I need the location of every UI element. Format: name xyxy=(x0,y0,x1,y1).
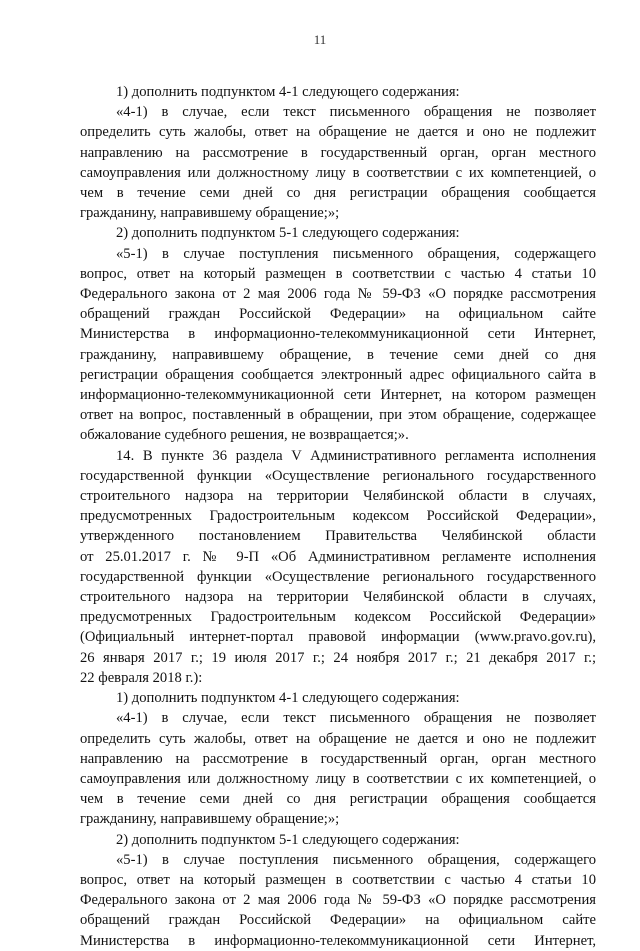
text-line: государственной функции «Осуществление регионального государственного xyxy=(80,568,596,585)
text-line: государственной функции «Осуществление регионального государственного xyxy=(80,467,596,484)
text-line: Министерства в информационно-телекоммуникационной сети Интернет, xyxy=(80,932,596,949)
text-line: самоуправления или должностному лицу в соответствии с их компетенцией, о xyxy=(80,164,596,181)
text-line: информационно-телекоммуникационной сети Интернет, на котором размещен xyxy=(80,387,596,404)
text-line: гражданину, направившему обращение;»; xyxy=(80,205,340,222)
text-line: 2) дополнить подпунктом 5-1 следующего содержания: xyxy=(116,831,460,848)
text-line: (Официальный интернет-портал правовой информации (www.pravo.gov.ru), xyxy=(80,629,596,646)
text-line: гражданину, направившему обращение;»; xyxy=(80,811,340,828)
text-line: Федерального закона от 2 мая 2006 года № 59-ФЗ «О порядке рассмотрения xyxy=(80,892,596,909)
text-line: «4-1) в случае, если текст письменного обращения не позволяет xyxy=(116,710,596,727)
text-line: 22 февраля 2018 г.): xyxy=(80,669,203,686)
text-line: утвержденного постановлением Правительства Челябинской области xyxy=(80,528,596,545)
text-line: «4-1) в случае, если текст письменного обращения не позволяет xyxy=(116,104,596,121)
text-line: 1) дополнить подпунктом 4-1 следующего содержания: xyxy=(116,84,460,100)
text-line: вопрос, ответ на который размещен в соответствии с частью 4 статьи 10 xyxy=(80,265,596,282)
text-line: Министерства в информационно-телекоммуникационной сети Интернет, xyxy=(80,326,596,343)
text-line: обращений граждан Российской Федерации» на официальном сайте xyxy=(80,912,596,929)
text-line: «5-1) в случае поступления письменного обращения, содержащего xyxy=(116,245,596,262)
text-line: предусмотренных Градостроительным кодексом Российской Федерации», xyxy=(80,508,596,525)
text-line: Федерального закона от 2 мая 2006 года № 59-ФЗ «О порядке рассмотрения xyxy=(80,286,596,303)
text-line: самоуправления или должностному лицу в соответствии с их компетенцией, о xyxy=(80,770,596,787)
text-line: 14. В пункте 36 раздела V Административного регламента исполнения xyxy=(116,447,596,464)
text-line: 2) дополнить подпунктом 5-1 следующего содержания: xyxy=(116,225,460,242)
text-line: направлению на рассмотрение в государственный орган, орган местного xyxy=(80,750,596,767)
text-line: направлению на рассмотрение в государственный орган, орган местного xyxy=(80,144,596,161)
text-line: определить суть жалобы, ответ на обращение не дается и оно не подлежит xyxy=(80,124,596,141)
text-line: строительного надзора на территории Челябинской области в случаях, xyxy=(80,488,596,505)
text-line: обращений граждан Российской Федерации» на официальном сайте xyxy=(80,306,596,323)
text-line: 1) дополнить подпунктом 4-1 следующего содержания: xyxy=(116,690,460,707)
text-line: ответ на вопрос, поставленный в обращении, при этом обращение, содержащее xyxy=(80,407,596,424)
text-line: регистрации обращения сообщается электронный адрес официального сайта в xyxy=(80,366,596,383)
text-line: чем в течение семи дней со дня регистрации обращения сообщается xyxy=(80,185,596,202)
text-line: строительного надзора на территории Челябинской области в случаях, xyxy=(80,589,596,606)
page-number: 11 xyxy=(313,32,327,47)
document-body xyxy=(80,82,596,951)
text-line: обжалование судебного решения, не возвращается;». xyxy=(80,427,409,444)
text-line: гражданину, направившему обращение, в течение семи дней со дня xyxy=(80,346,596,363)
text-line: 26 января 2017 г.; 19 июля 2017 г.; 24 ноября 2017 г.; 21 декабря 2017 г.; xyxy=(80,649,596,666)
text-line: чем в течение семи дней со дня регистрации обращения сообщается xyxy=(80,791,596,808)
text-line: от 25.01.2017 г. № 9-П «Об Административном регламенте исполнения xyxy=(80,548,596,565)
text-line: «5-1) в случае поступления письменного обращения, содержащего xyxy=(116,851,596,868)
text-line: вопрос, ответ на который размещен в соответствии с частью 4 статьи 10 xyxy=(80,871,596,888)
text-line: определить суть жалобы, ответ на обращение не дается и оно не подлежит xyxy=(80,730,596,747)
text-line: предусмотренных Градостроительным кодексом Российской Федерации» xyxy=(80,609,596,626)
